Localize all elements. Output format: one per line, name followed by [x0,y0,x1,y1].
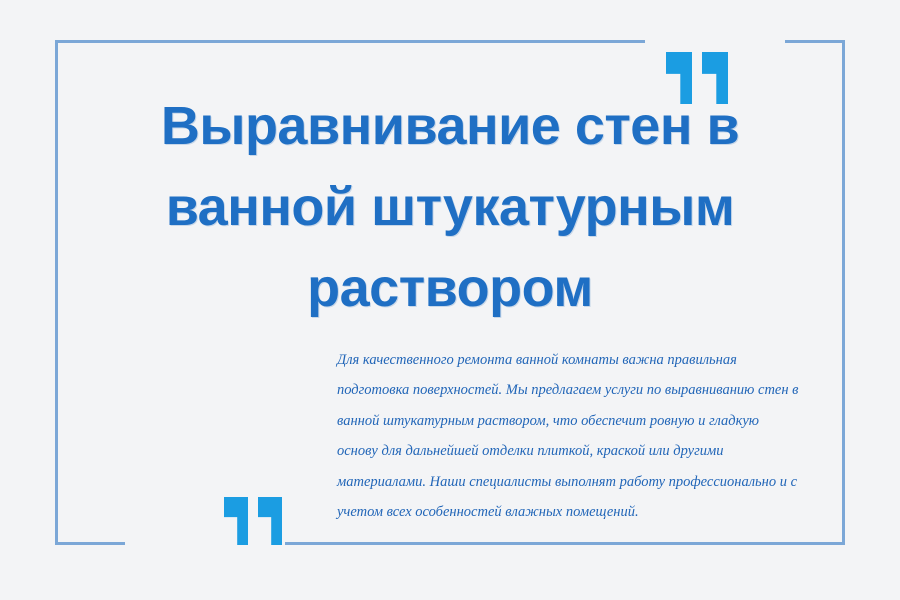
page-title: Выравнивание стен в ванной штукатурным раствором [160,96,740,318]
frame-segment-bottom-left [55,542,125,545]
quote-mark-bottom-icon [224,497,282,545]
frame-segment-right [842,40,845,545]
frame-segment-left [55,40,58,545]
quote-stroke [258,497,282,545]
frame-segment-top-left [55,40,645,43]
frame-segment-top-right [785,40,845,43]
body-paragraph: Для качественного ремонта ванной комнаты важна правильная подготовка поверхностей. Мы предлагаем услуги по выравниванию стен в ванной штукатурным раствором, что обеспечит ровную и гладкую основу для дальнейшей отделки плиткой, краской или другими материалами. Наши специалисты выполнят работу профессионально и с учетом всех особенностей влажных помещений. [337,352,799,521]
quote-stroke [224,497,248,545]
frame-segment-bottom-right [285,542,845,545]
